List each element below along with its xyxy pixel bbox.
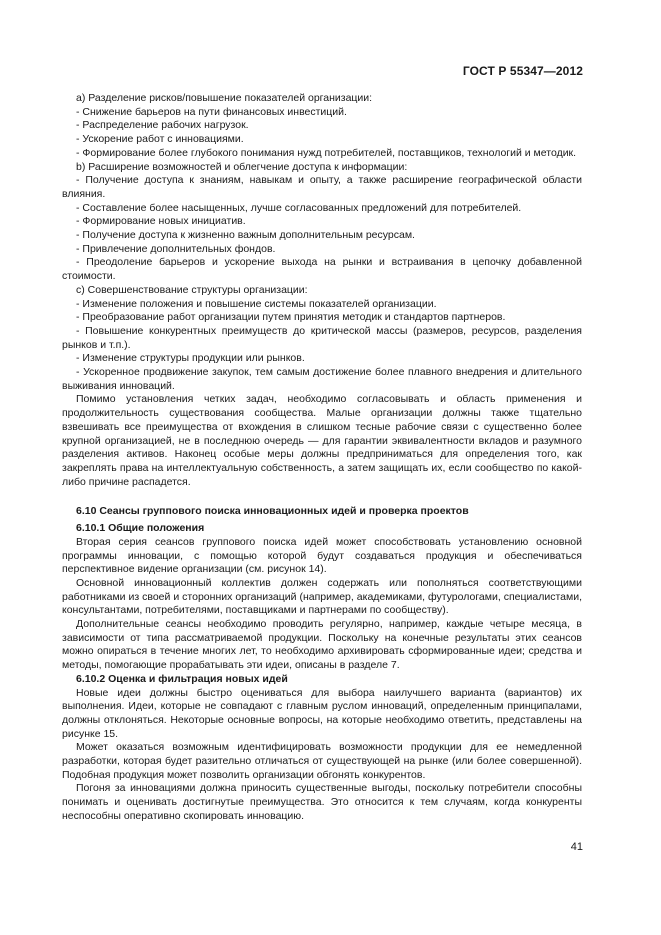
list-item: - Ускорение работ с инновациями. bbox=[76, 133, 244, 146]
list-item: - Составление более насыщенных, лучше согласованных предложений для потребителей. bbox=[76, 201, 522, 214]
list-item: - Получение доступа к знаниям, навыкам и опыту, а также расширение географической области влияния. bbox=[62, 174, 582, 200]
subsection-heading: 6.10.2 Оценка и фильтрация новых идей bbox=[76, 672, 288, 685]
body-paragraph: Вторая серия сеансов группового поиска идей может способствовать установлению основной программы инновации, с помощью которой будут создаваться продукция и обеспечиваться перспективное видение организации (см. рисунок 14). bbox=[62, 535, 582, 576]
list-item: - Получение доступа к жизненно важным дополнительным ресурсам. bbox=[76, 229, 415, 242]
body-paragraph: Основной инновационный коллектив должен содержать или пополняться соответствующими работниками из своей и сторонних организаций (например, академиками, футурологами, специалистами, консультантами, потребителями, поставщиками и партнерами по сообществу). bbox=[62, 576, 582, 617]
list-heading-b: b) Расширение возможностей и облегчение доступа к информации: bbox=[76, 160, 408, 173]
list-item: - Повышение конкурентных преимуществ до критической массы (размеров, ресурсов, разделения рынков и т.п.). bbox=[62, 324, 582, 351]
body-paragraph: Дополнительные сеансы необходимо проводить регулярно, например, каждые четыре месяца, в зависимости от типа рассматриваемой продукции. Поскольку на конечные результаты этих сеансов можно опираться в течение многих лет, то необходимо архивировать сформированные идеи; средства и методы, помогающие прорабатывать эти идеи, описаны в разделе 7. bbox=[62, 618, 582, 672]
list-item: - Ускоренное продвижение закупок, тем самым достижение более плавного внедрения и длительного выживания инноваций. bbox=[62, 366, 582, 392]
body-paragraph: Помимо установления четких задач, необходимо согласовывать и область применения и продолжительность существования сообщества. Малые организации должны также тщательно взвешивать все преимущества от вхождения в слишком тесные рабочие связи с существенно более крупной организацией, не в последнюю очередь — для гарантии эквивалентности вкладов и разумного разделения активов. Наконец особые меры должны предприниматься для определения того, как закреплять права на интеллектуальную собственность, а затем защищать их, если сообщество по какой-либо причине распадется. bbox=[62, 393, 582, 488]
list-item: - Привлечение дополнительных фондов. bbox=[76, 242, 276, 255]
list-heading-c: c) Совершенствование структуры организации: bbox=[76, 283, 308, 296]
list-item: - Преобразование работ организации путем принятия методик и стандартов партнеров. bbox=[76, 311, 506, 324]
body-paragraph: Новые идеи должны быстро оцениваться для выбора наилучшего варианта (вариантов) их выполнения. Идеи, которые не совпадают с главным руслом инноваций, определенным принципалами, должны отклоняться. Некоторые основные вопросы, на которые необходимо ответить, представлены на рисунке 15. bbox=[62, 686, 582, 740]
body-paragraph: Может оказаться возможным идентифицировать возможности продукции для ее немедленной разработки, которая будет разительно отличаться от существующей на рынке (или более совершенной). Подобная продукция может позволить организации обгонять конкурентов. bbox=[62, 741, 582, 781]
list-item: - Формирование новых инициатив. bbox=[76, 215, 246, 228]
subsection-heading: 6.10.1 Общие положения bbox=[76, 522, 205, 535]
list-item: - Изменение положения и повышение системы показателей организации. bbox=[76, 297, 437, 310]
body-paragraph: Погоня за инновациями должна приносить существенные выгоды, поскольку потребители способны понимать и оценивать достигнутые преимущества. Это относится к тем случаям, когда конкуренты неспособны оперативно скопировать инновацию. bbox=[62, 782, 582, 822]
page-number: 41 bbox=[570, 841, 583, 853]
list-item: - Распределение рабочих нагрузок. bbox=[76, 119, 249, 132]
list-item: - Преодоление барьеров и ускорение выхода на рынки и встраивания в цепочку добавленной стоимости. bbox=[62, 256, 582, 283]
list-item: - Изменение структуры продукции или рынков. bbox=[76, 352, 305, 365]
list-item: - Формирование более глубокого понимания нужд потребителей, поставщиков, технологий и методик. bbox=[76, 146, 577, 159]
list-heading-a: a) Разделение рисков/повышение показателей организации: bbox=[76, 92, 373, 104]
standard-header: ГОСТ Р 55347—2012 bbox=[462, 64, 583, 78]
list-item: - Снижение барьеров на пути финансовых инвестиций. bbox=[76, 105, 347, 118]
section-heading: 6.10 Сеансы группового поиска инновационных идей и проверка проектов bbox=[76, 505, 469, 518]
page-content bbox=[62, 92, 582, 824]
